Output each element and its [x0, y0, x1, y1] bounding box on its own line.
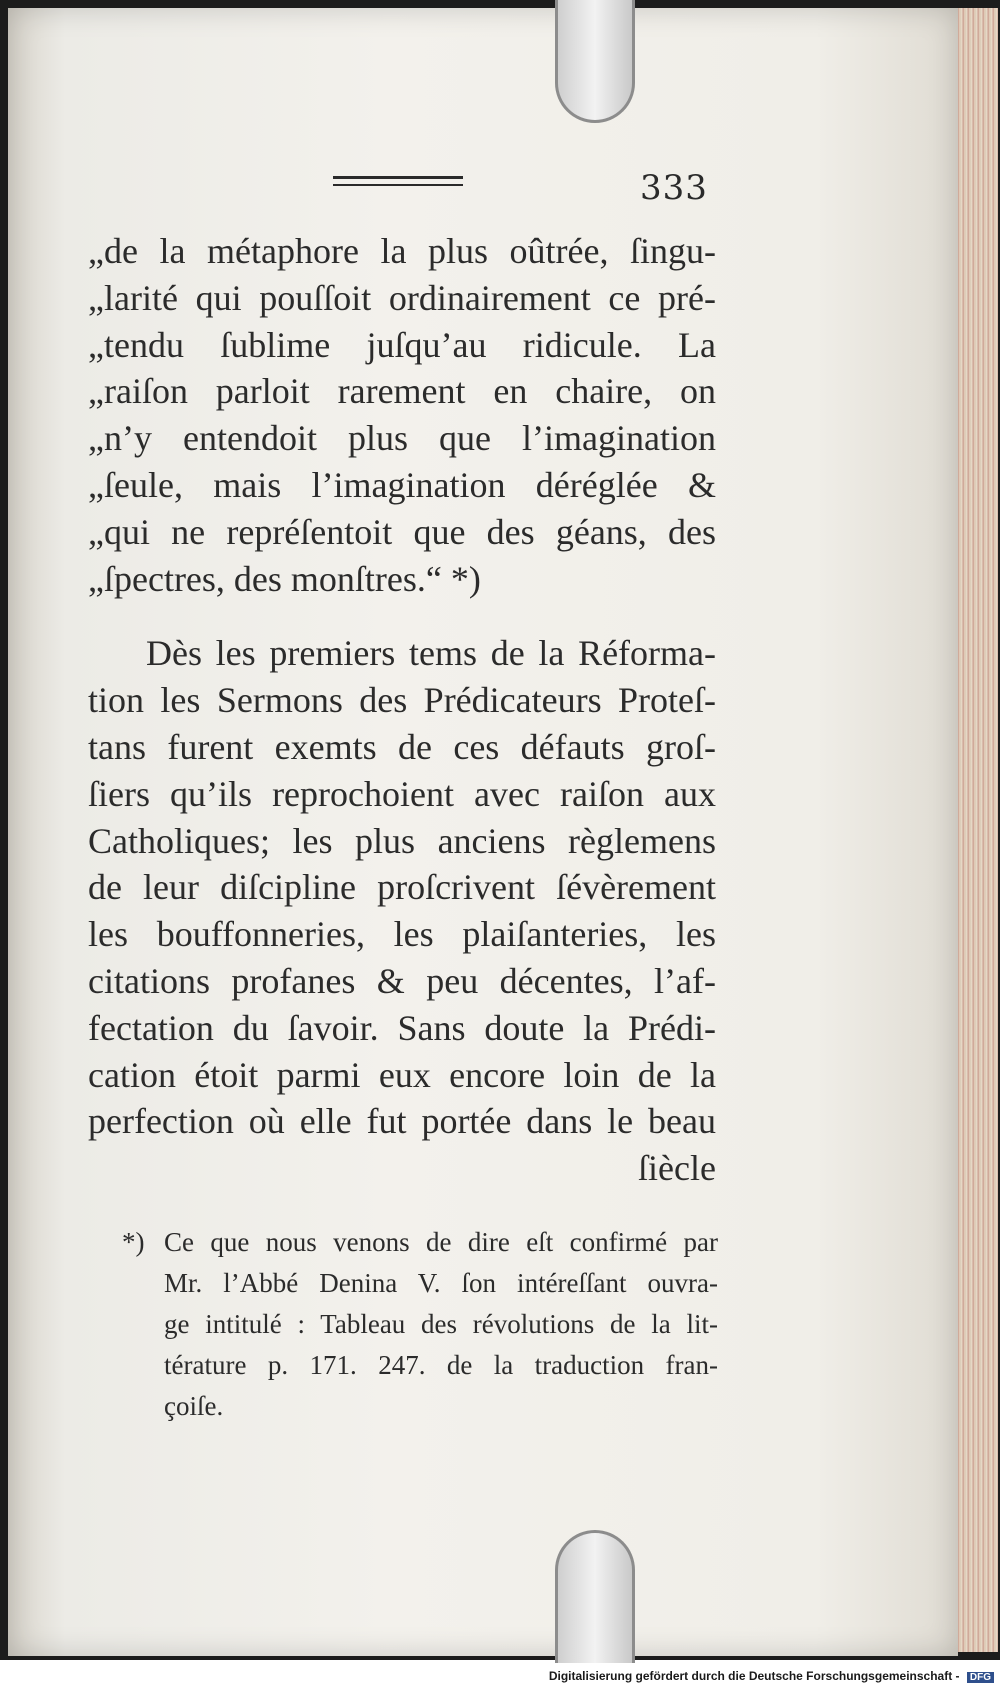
text-line: perfection où elle fut portée dans le beau [88, 1101, 716, 1142]
paragraph-gap [88, 602, 716, 630]
footnote [122, 1222, 718, 1427]
footnote-line: ge intitulé : Tableau des révolutions de la lit- [164, 1309, 718, 1339]
digitization-credit [549, 1669, 994, 1683]
page-number: 333 [640, 168, 708, 208]
footnote-line: Mr. l’Abbé Denina V. ſon intéreſſant ouvra- [164, 1268, 718, 1298]
footnote-line: térature p. 171. 247. de la traduction fran- [164, 1350, 718, 1380]
footnote-line [122, 1222, 718, 1263]
footnote-mark: *) [122, 1227, 145, 1257]
text-line: de leur diſcipline proſcrivent ſévèrement [88, 867, 716, 908]
dfg-logo: DFG [967, 1672, 994, 1683]
text-line: tion les Sermons des Prédicateurs Proteſ- [88, 680, 716, 721]
text-line: „qui ne repréſentoit que des géans, des [88, 511, 716, 552]
text-line: „tendu ſublime juſqu’au ridicule. La [88, 324, 716, 365]
text-line: „raiſon parloit rarement en chaire, on [88, 371, 716, 412]
text-line: citations profanes & peu décentes, l’af- [88, 960, 716, 1001]
text-line: „larité qui pouſſoit ordinairement ce pré- [88, 277, 716, 318]
text-line: fectation du ſavoir. Sans doute la Prédi- [88, 1007, 716, 1048]
text-line: „de la métaphore la plus oûtrée, ſingu- [88, 231, 716, 271]
text-line: Catholiques; les plus anciens règlemens [88, 820, 716, 861]
main-text [88, 228, 716, 1192]
text-line: Dès les premiers tems de la Réforma- [146, 633, 716, 674]
text-line: „n’y entendoit plus que l’imagination [88, 418, 716, 459]
text-line: tans furent exemts de ces défauts groſ- [88, 726, 716, 767]
text-line: les bouffonneries, les plaiſanteries, les [88, 914, 716, 955]
text-line: ſiers qu’ils reprochoient avec raiſon aux [88, 773, 716, 814]
credit-text: Digitalisierung gefördert durch die Deutsche Forschungsgemeinschaft - [548, 1669, 960, 1683]
page-clip-bottom [555, 1530, 635, 1663]
text-line: cation étoit parmi eux encore loin de la [88, 1054, 716, 1095]
header-rule [333, 176, 463, 186]
footnote-text: Ce que nous venons de dire eſt confirmé par [164, 1227, 718, 1257]
catchword: ſiècle [638, 1148, 716, 1189]
footnote-line: çoiſe. [164, 1391, 224, 1421]
text-line: „ſeule, mais l’imagination déréglée & [88, 464, 716, 505]
page-clip-top [555, 0, 635, 123]
text-line: „ſpectres, des monſtres.“ *) [88, 558, 481, 599]
